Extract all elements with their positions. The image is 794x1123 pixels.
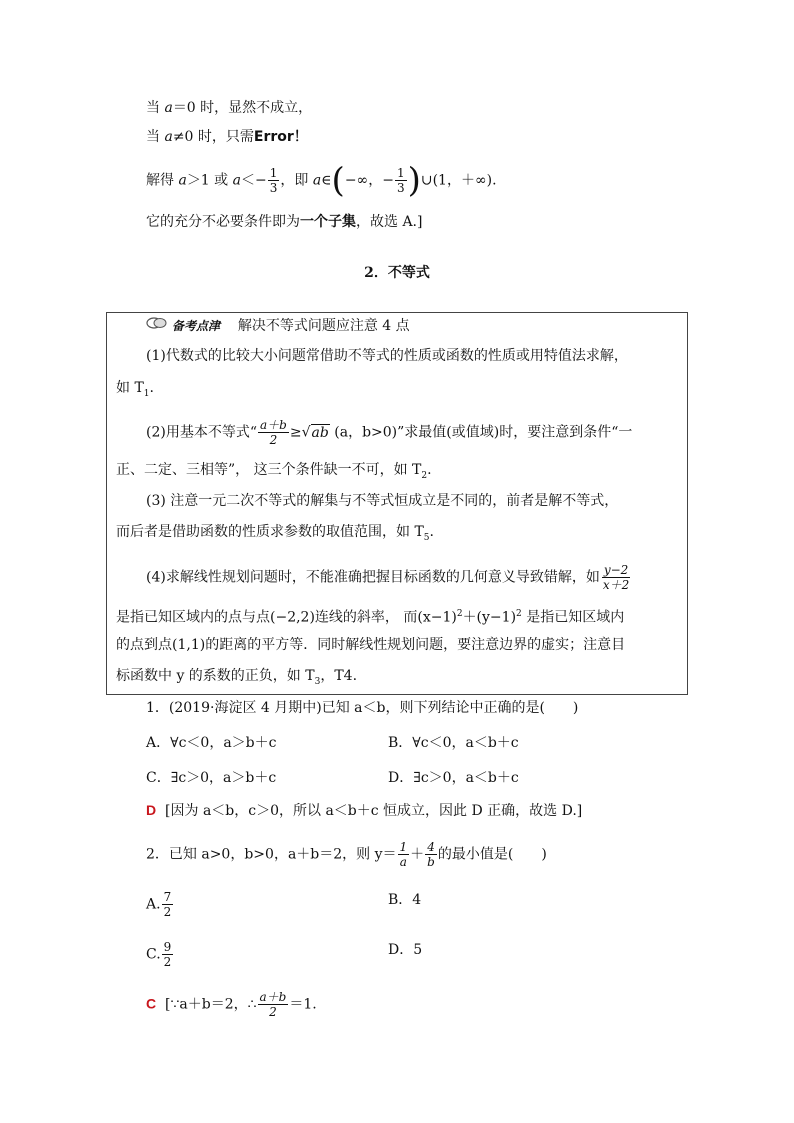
solution-line-2: 当 a≠0 时，只需Error！ (146, 129, 308, 145)
q1-option-a: A．∀c＜0，a＞b＋c (146, 735, 277, 751)
q1-option-c: C．∃c＞0，a＞b＋c (146, 770, 277, 786)
fraction-a-plus-b-over-2: $\frac{a+b}{2}$ (260, 418, 287, 447)
tips-badge-icon (146, 316, 168, 336)
fraction-y-minus-2: $\frac{y-2}{x+2}$ (602, 563, 630, 592)
q2-option-d: D．5 (388, 942, 423, 958)
section-title: 2．不等式 (364, 265, 430, 281)
solution-line-1: 当 a＝0 时，显然不成立， (146, 100, 313, 116)
q1-option-d: D．∃c＞0，a＜b＋c (388, 770, 519, 786)
tip-4-line-1: (4)求解线性规划问题时，不能准确把握目标函数的几何意义导致错解，如 $\frac{y-2}{x+2}$ (146, 563, 630, 592)
tip-1-line-1: (1)代数式的比较大小问题常借助不等式的性质或函数的性质或用特值法求解， (146, 348, 628, 364)
tips-heading: 备考点津 解决不等式问题应注意 4 点 (146, 316, 410, 336)
tip-4-line-4: 标函数中 y 的系数的正负，如 $T_3$，T4. (116, 668, 358, 687)
tip-3-line-2: 而后者是借助函数的性质求参数的取值范围，如 $T_5$. (116, 524, 434, 543)
q1-option-b: B．∀c＜0，a＜b＋c (388, 735, 519, 751)
solution-line-3: 解得 a＞1 或 a＜− $\frac{1}{3}$ ，即 a∈(−∞，− $\frac{1}{3}$ )∪(1，＋∞). (146, 160, 497, 201)
fraction-7-over-2: $\frac{7}{2}$ (163, 890, 172, 919)
tip-2-line-2: 正、二定、三相等”， 这三个条件缺一不可，如 $T_2$. (116, 462, 432, 481)
q2-answer: C [∵a＋b＝2，∴ $\frac{a+b}{2}$ ＝1. (146, 990, 317, 1019)
q2-option-c: C. $\frac{9}{2}$ (146, 940, 172, 969)
fraction-9-over-2: $\frac{9}{2}$ (163, 940, 172, 969)
tip-4-line-2: 是指已知区域内的点与点(−2,2)连线的斜率， 而$(x-1)^2+(y-1)^2$ 是指已知区域内 (116, 609, 625, 626)
q1-stem: 1．(2019·海淀区 4 月期中)已知 a＜b，则下列结论中正确的是( ) (146, 700, 579, 716)
q1-answer-letter: D (146, 802, 157, 818)
q2-option-a: A. $\frac{7}{2}$ (146, 890, 172, 919)
tip-4-line-3: 的点到点(1,1)的距离的平方等．同时解线性规划问题，要注意边界的虚实；注意目 (116, 637, 626, 653)
fraction-4-over-b: $\frac{4}{b}$ (427, 840, 435, 869)
fraction-a-plus-b-over-2-ans: $\frac{a+b}{2}$ (259, 990, 287, 1019)
q1-answer: D [因为 a＜b，c＞0，所以 a＜b＋c 恒成立，因此 D 正确，故选 D.] (146, 802, 583, 819)
q2-stem: 2．已知 a>0，b>0，a＋b＝2，则 y＝ $\frac{1}{a}$ ＋ $\frac{4}{b}$ 的最小值是( ) (146, 840, 547, 869)
fraction-one-third: $\frac{1}{3}$ (269, 166, 278, 195)
fraction-1-over-a: $\frac{1}{a}$ (399, 840, 408, 869)
tip-1-line-2: 如 $T_1$. (116, 380, 154, 399)
solution-line-4: 它的充分不必要条件即为一个子集，故选 A.] (146, 214, 423, 230)
q2-option-b: B．4 (388, 892, 422, 908)
q2-answer-letter: C (146, 995, 157, 1012)
tip-3-line-1: (3) 注意一元二次不等式的解集与不等式恒成立是不同的，前者是解不等式， (146, 493, 619, 509)
tip-2-line-1: (2)用基本不等式“ $\frac{a+b}{2}$ ≥√ab (a，b>0)”求最值(或值域)时，要注意到条件“一 (146, 418, 633, 447)
fraction-one-third-2: $\frac{1}{3}$ (396, 166, 405, 195)
